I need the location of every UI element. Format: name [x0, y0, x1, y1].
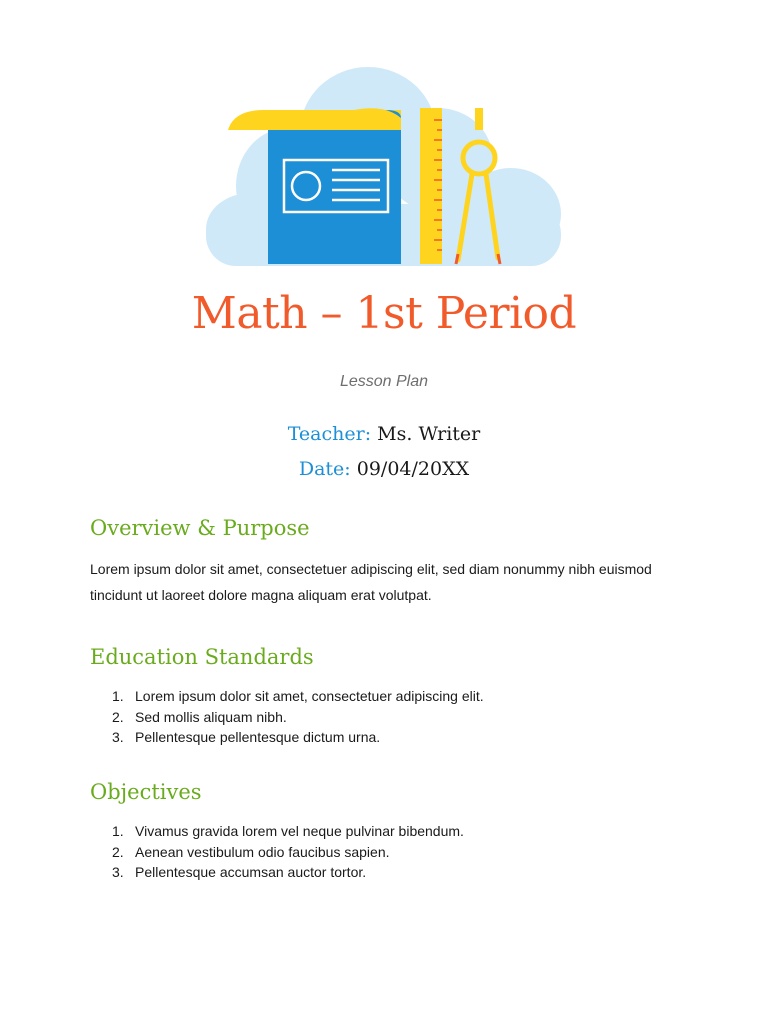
overview-heading: Overview & Purpose: [90, 516, 310, 540]
teacher-line: [0, 423, 768, 445]
page-subtitle: Lesson Plan: [339, 373, 429, 390]
page-title: Math – 1st Period: [191, 288, 577, 339]
list-item-text: Pellentesque pellentesque dictum urna.: [135, 729, 381, 746]
ruler-icon: [420, 108, 442, 264]
objectives-list: [90, 821, 464, 883]
list-item: [90, 707, 484, 728]
list-item-text: Aenean vestibulum odio faucibus sapien.: [135, 843, 390, 860]
list-item-text: Vivamus gravida lorem vel neque pulvinar bibendum.: [135, 823, 464, 839]
list-item: [90, 821, 464, 842]
standards-list: [90, 686, 484, 748]
overview-text: Lorem ipsum dolor sit amet, consectetuer adipiscing elit, sed diam nonummy nibh euismod tincidunt ut laoreet dolore magna aliquam erat volutpat.: [90, 561, 652, 603]
list-item-number: 2.: [112, 843, 124, 860]
list-item-text: Pellentesque accumsan auctor tortor.: [135, 864, 367, 881]
math-illustration: [206, 64, 562, 266]
list-item-text: Lorem ipsum dolor sit amet, consectetuer adipiscing elit.: [135, 688, 484, 704]
objectives-heading: Objectives: [90, 780, 202, 804]
list-item-number: 3.: [112, 729, 124, 746]
list-item-text: Sed mollis aliquam nibh.: [135, 708, 287, 725]
standards-heading: Education Standards: [90, 645, 314, 669]
date-label: Date:: [298, 458, 351, 480]
list-item: [90, 686, 484, 707]
list-item-number: 1.: [112, 823, 124, 839]
list-item: [90, 727, 484, 748]
teacher-value: Ms. Writer: [377, 423, 481, 445]
list-item: [90, 842, 464, 863]
list-item-number: 3.: [112, 864, 124, 881]
list-item-number: 1.: [112, 688, 124, 704]
list-item: [90, 862, 464, 883]
teacher-label: Teacher:: [287, 423, 372, 445]
list-item-number: 2.: [112, 708, 124, 725]
date-line: [0, 458, 768, 480]
date-value: 09/04/20XX: [356, 458, 470, 480]
